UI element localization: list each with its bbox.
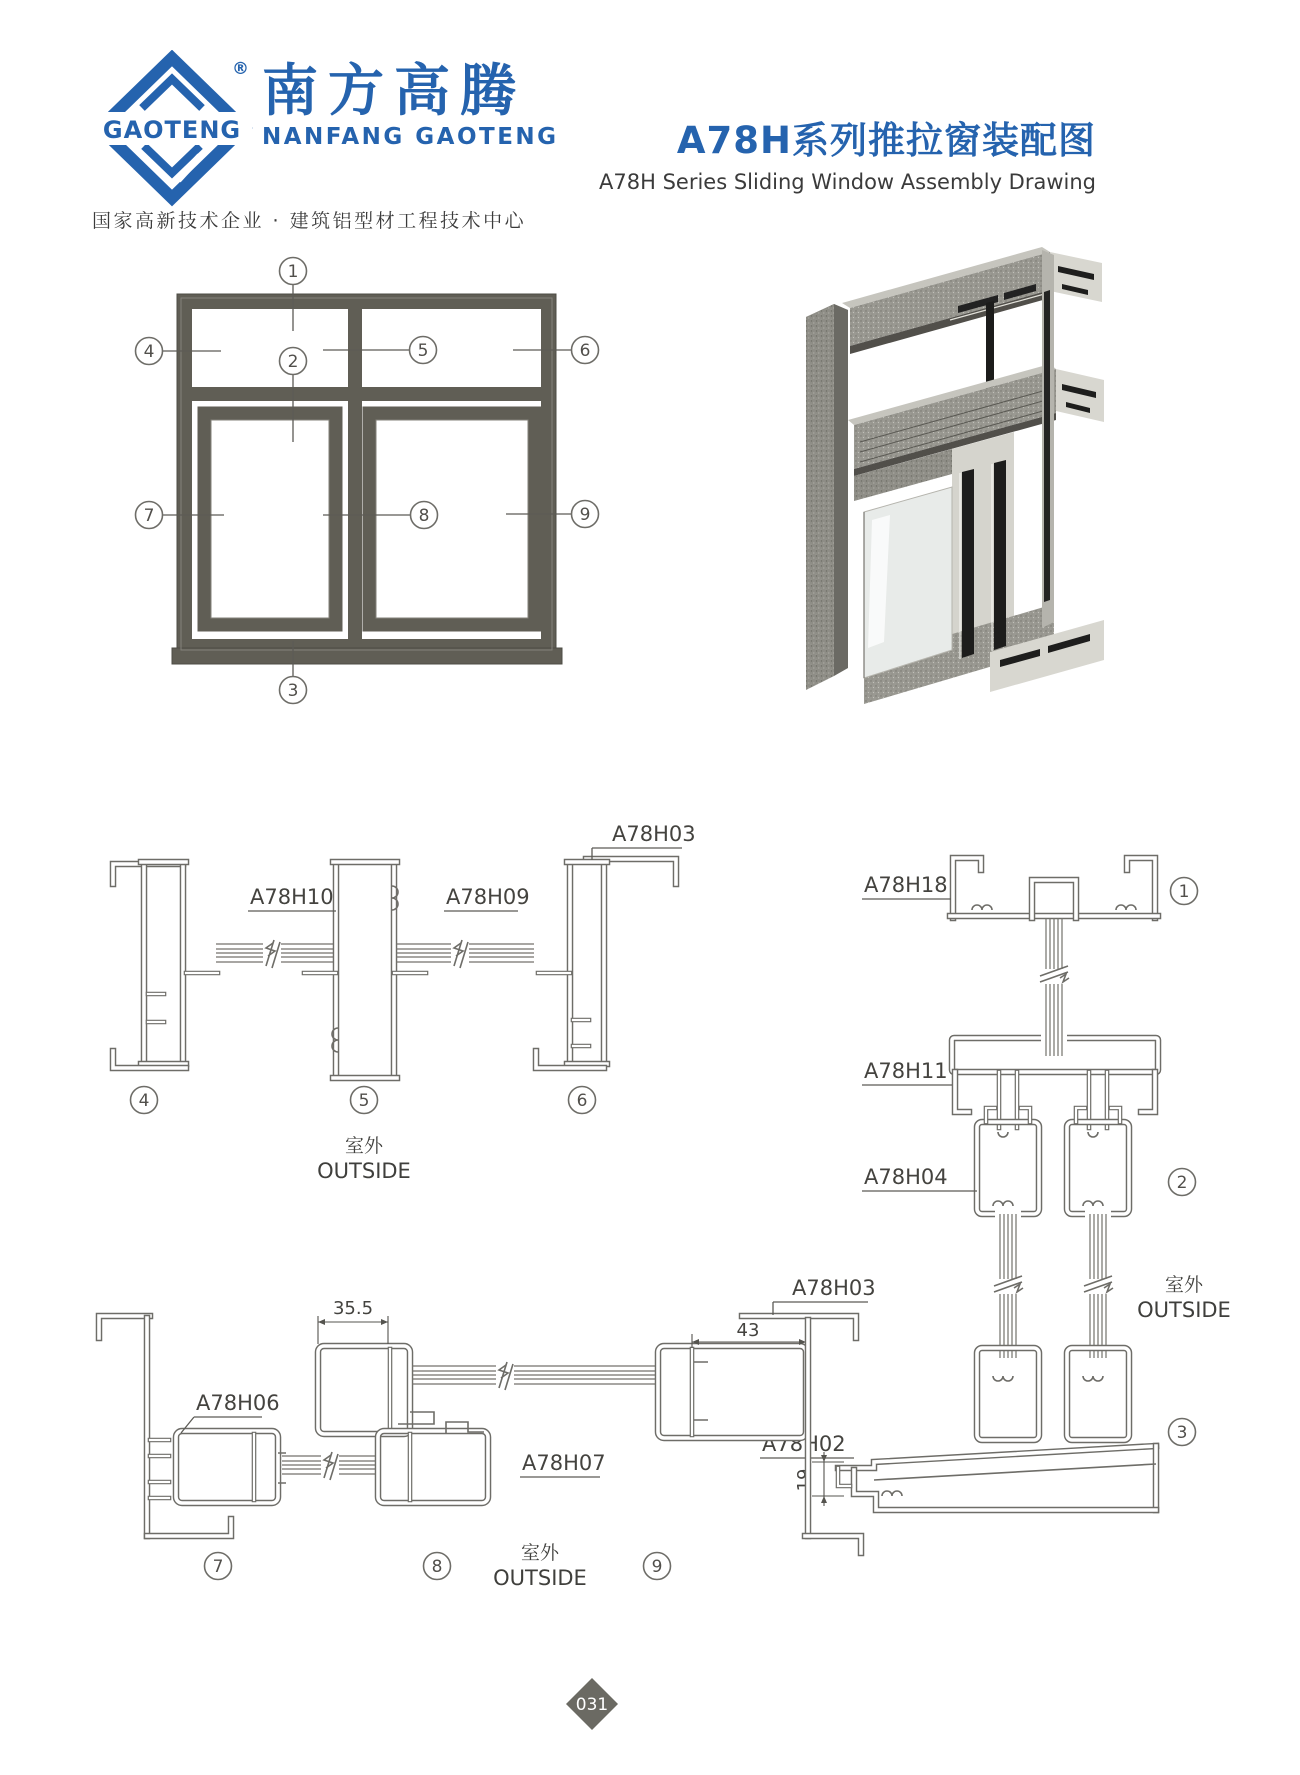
- part-label-a78h03-top: A78H03: [612, 822, 696, 846]
- callout-section-2: [1169, 1169, 1196, 1196]
- svg-text:9: 9: [651, 1557, 663, 1577]
- svg-text:6: 6: [579, 341, 591, 361]
- callout-5: [410, 337, 437, 364]
- page-title-cn: A78H系列推拉窗装配图: [676, 119, 1096, 162]
- svg-text:7: 7: [212, 1557, 224, 1577]
- callout-section-1: [1171, 878, 1198, 905]
- profile-head-a78h18: [950, 858, 1158, 918]
- callout-section-3: [1169, 1419, 1196, 1446]
- part-label-a78h02: A78H02: [762, 1432, 846, 1456]
- section-right-vertical: [760, 858, 1231, 1510]
- svg-text:4: 4: [138, 1091, 150, 1111]
- svg-text:7: 7: [143, 506, 155, 526]
- sash-box-43: [658, 1346, 806, 1438]
- outside-label-cn-bottom: 室外: [520, 1542, 560, 1564]
- page-title-en: A78H Series Sliding Window Assembly Drawing: [599, 170, 1096, 194]
- svg-text:8: 8: [431, 1557, 443, 1577]
- part-label-a78h04: A78H04: [864, 1165, 948, 1189]
- profile-sill-a78h02: [838, 1446, 1156, 1510]
- section-bottom-horizontal: [99, 1276, 876, 1590]
- svg-text:5: 5: [417, 341, 429, 361]
- part-label-a78h07: A78H07: [522, 1451, 606, 1475]
- part-label-a78h06: A78H06: [196, 1391, 280, 1415]
- sash-interlock-boxes: [318, 1346, 488, 1503]
- outside-label-en-right: OUTSIDE: [1137, 1298, 1231, 1322]
- fixed-panel-top-right: [362, 309, 541, 387]
- svg-text:2: 2: [1176, 1173, 1188, 1193]
- outside-label-en-bottom: OUTSIDE: [493, 1566, 587, 1590]
- fixed-panel-top-left: [192, 309, 348, 387]
- callout-section-9: [644, 1553, 671, 1580]
- callout-2: [280, 348, 307, 375]
- outside-label-en-top: OUTSIDE: [317, 1159, 411, 1183]
- glass-strip-head: [1040, 918, 1069, 1056]
- svg-text:43: 43: [736, 1320, 760, 1341]
- profile-6-jamb: [536, 859, 676, 1068]
- callout-6: [572, 337, 599, 364]
- window-3d-render: [806, 247, 1104, 704]
- svg-text:5: 5: [358, 1091, 370, 1111]
- glass-strip-8-9: [412, 1360, 656, 1390]
- svg-text:35.5: 35.5: [332, 1298, 374, 1319]
- callout-4: [136, 338, 163, 365]
- svg-text:6: 6: [576, 1091, 588, 1111]
- part-label-a78h11: A78H11: [864, 1059, 948, 1083]
- callout-section-6: [569, 1087, 596, 1114]
- callout-7: [136, 502, 163, 529]
- svg-text:2: 2: [287, 352, 299, 372]
- callout-3: [280, 677, 307, 704]
- glass-strip-4-5: [216, 938, 334, 968]
- registered-mark: ®: [232, 59, 249, 79]
- part-label-a78h03-bottom: A78H03: [792, 1276, 876, 1300]
- brand-name-cn: 南方高腾: [262, 59, 526, 124]
- sash-box-a78h06: [176, 1431, 286, 1503]
- window-elevation-diagram: [136, 258, 599, 704]
- brand-name-en: NANFANG GAOTENG: [262, 124, 559, 150]
- page-number: 031: [575, 1695, 609, 1715]
- callout-1: [280, 258, 307, 285]
- svg-text:1: 1: [287, 262, 299, 282]
- svg-text:4: 4: [143, 342, 155, 362]
- callout-section-7: [205, 1553, 232, 1580]
- sash-column-left: [977, 1108, 1039, 1440]
- part-label-a78h18: A78H18: [864, 873, 948, 897]
- outside-label-cn-top: 室外: [344, 1135, 384, 1157]
- sash-column-right: [1067, 1108, 1129, 1440]
- svg-text:19: 19: [794, 1468, 815, 1492]
- svg-text:1: 1: [1178, 882, 1190, 902]
- logo-mark-text: GAOTENG: [102, 116, 242, 144]
- svg-text:9: 9: [579, 505, 591, 525]
- callout-section-4: [131, 1087, 158, 1114]
- part-label-a78h10: A78H10: [250, 885, 334, 909]
- section-top-horizontal: [113, 822, 696, 1183]
- svg-text:3: 3: [287, 681, 299, 701]
- profile-4-jamb: [113, 862, 218, 1068]
- brand-tagline: 国家高新技术企业 · 建筑铝型材工程技术中心: [92, 210, 527, 232]
- callout-9: [572, 501, 599, 528]
- svg-text:3: 3: [1176, 1423, 1188, 1443]
- callout-section-5: [351, 1087, 378, 1114]
- svg-text:8: 8: [418, 506, 430, 526]
- callout-8: [411, 502, 438, 529]
- outside-label-cn-right: 室外: [1164, 1274, 1204, 1296]
- glass-strip-5-6: [396, 938, 534, 968]
- part-label-a78h09: A78H09: [446, 885, 530, 909]
- glass-strip-7-8: [282, 1450, 376, 1480]
- page-number-badge: [566, 1678, 618, 1730]
- dimension-35-5: [318, 1298, 388, 1344]
- callout-section-8: [424, 1553, 451, 1580]
